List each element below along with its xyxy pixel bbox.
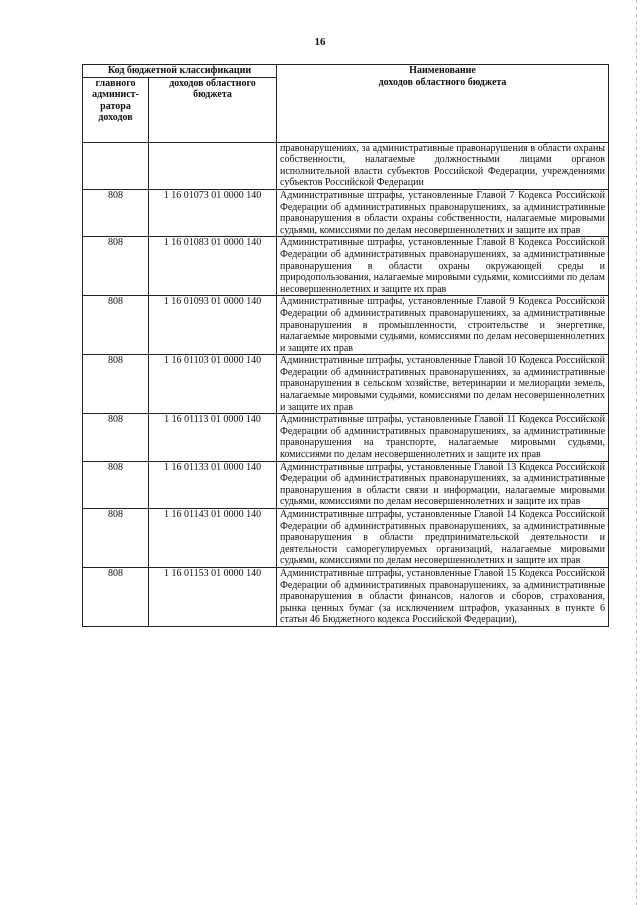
table-row <box>83 355 609 414</box>
admin-column-header: главного админист-ратора доходов <box>83 77 149 142</box>
code-cell: 1 16 01133 01 0000 140 <box>149 461 277 508</box>
admin-cell: 808 <box>83 567 149 626</box>
code-cell: 1 16 01073 01 0000 140 <box>149 189 277 236</box>
description-cell: Административные штрафы, установленные Главой 15 Кодекса Российской Федерации об административных правонарушениях, за административные правонарушения в области финансов, налогов и сборов, страхования, рынка ценных бумаг (за исключением штрафов, указанных в пункте 6 статьи 46 Бюджетного кодекса Российской Федерации), <box>277 567 609 626</box>
description-cell: Административные штрафы, установленные Главой 13 Кодекса Российской Федерации об административных правонарушениях, за административные правонарушения в области связи и информации, налагаемые мировыми судьями, комиссиями по делам несовершеннолетних и защите их прав <box>277 461 609 508</box>
code-column-header: доходов областного бюджета <box>149 77 277 142</box>
description-cell: Административные штрафы, установленные Главой 8 Кодекса Российской Федерации об административных правонарушениях, за административные правонарушения в области охраны окружающей среды и природопользования, налагаемые мировыми судьями, комиссиями по делам несовершеннолетних и защите их прав <box>277 237 609 296</box>
admin-cell <box>83 142 149 189</box>
table-row <box>83 237 609 296</box>
table-row <box>83 461 609 508</box>
code-cell: 1 16 01103 01 0000 140 <box>149 355 277 414</box>
admin-cell: 808 <box>83 189 149 236</box>
admin-cell: 808 <box>83 461 149 508</box>
page-number: 16 <box>314 36 326 48</box>
code-cell: 1 16 01093 01 0000 140 <box>149 296 277 355</box>
code-cell: 1 16 01113 01 0000 140 <box>149 414 277 461</box>
table-row <box>83 189 609 236</box>
admin-cell: 808 <box>83 355 149 414</box>
code-cell: 1 16 01083 01 0000 140 <box>149 237 277 296</box>
table-row <box>83 142 609 189</box>
name-header-line-1: Наименование <box>409 65 476 76</box>
admin-cell: 808 <box>83 509 149 568</box>
description-cell: Административные штрафы, установленные Главой 14 Кодекса Российской Федерации об административных правонарушениях, за административные правонарушения в области предпринимательской деятельности и деятельности саморегулируемых организаций, налагаемые мировыми судьями, комиссиями по делам несовершеннолетних и защите их прав <box>277 509 609 568</box>
admin-cell: 808 <box>83 296 149 355</box>
description-cell: правонарушениях, за административные правонарушения в области охраны собственности, налагаемые должностными лицами органов исполнительной власти субъектов Российской Федерации, учреждениями субъектов Российской Федерации <box>277 142 609 189</box>
name-column-header <box>277 65 609 143</box>
table-row <box>83 296 609 355</box>
description-cell: Административные штрафы, установленные Главой 7 Кодекса Российской Федерации об административных правонарушениях, за административные правонарушения в области охраны собственности, налагаемые мировыми судьями, комиссиями по делам несовершеннолетних и защите их прав <box>277 189 609 236</box>
description-cell: Административные штрафы, установленные Главой 11 Кодекса Российской Федерации об административных правонарушениях, за административные правонарушения на транспорте, налагаемые мировыми судьями, комиссиями по делам несовершеннолетних и защите их прав <box>277 414 609 461</box>
admin-cell: 808 <box>83 414 149 461</box>
table-header-row-1 <box>83 65 609 78</box>
code-cell: 1 16 01143 01 0000 140 <box>149 509 277 568</box>
name-header-line-2: доходов областного бюджета <box>378 76 507 88</box>
code-cell: 1 16 01153 01 0000 140 <box>149 567 277 626</box>
group-header: Код бюджетной классификации <box>83 65 277 78</box>
table-row <box>83 567 609 626</box>
description-cell: Административные штрафы, установленные Главой 10 Кодекса Российской Федерации об административных правонарушениях, за административные правонарушения в сельском хозяйстве, ветеринарии и мелиорации земель, налагаемые мировыми судьями, комиссиями по делам несовершеннолетних и защите их прав <box>277 355 609 414</box>
budget-classification-table <box>82 64 609 627</box>
scan-edge-line <box>636 0 637 905</box>
code-cell <box>149 142 277 189</box>
table-row <box>83 509 609 568</box>
table-row <box>83 414 609 461</box>
admin-cell: 808 <box>83 237 149 296</box>
description-cell: Административные штрафы, установленные Главой 9 Кодекса Российской Федерации об административных правонарушениях, за административные правонарушения в промышленности, строительстве и энергетике, налагаемые мировыми судьями, комиссиями по делам несовершеннолетних и защите их прав <box>277 296 609 355</box>
